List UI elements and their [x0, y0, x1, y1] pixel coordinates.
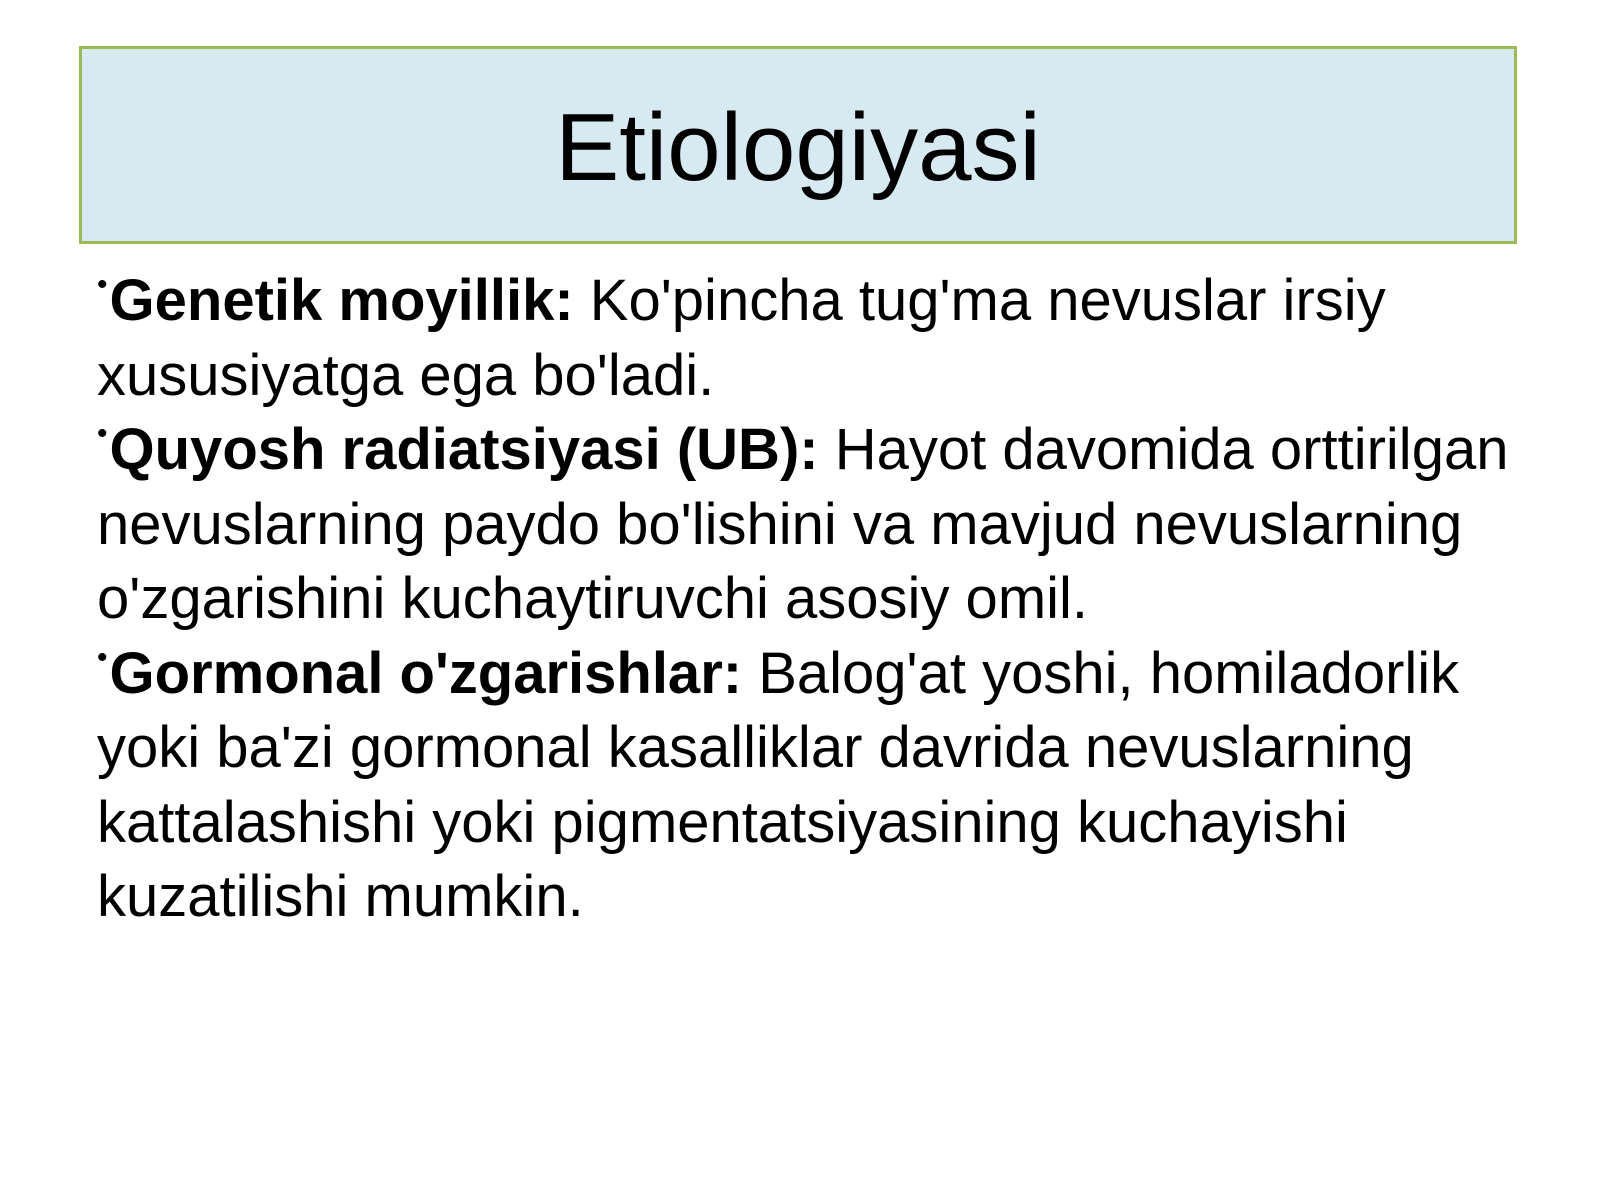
bullet-term: Genetik moyillik: — [109, 268, 574, 333]
bullet-text: Ko'pincha tug'ma nevuslar irsiy xususiyatga ega bo'ladi. — [97, 268, 1386, 408]
bullet-list — [97, 264, 1517, 935]
bullet-text: Balog'at yoshi, homiladorlik yoki ba'zi gormonal kasalliklar davrida nevuslarning kattalashishi yoki pigmentatsiyasining kuchayishi kuzatilishi mumkin. — [97, 640, 1460, 929]
bullet-item-solar-radiation: •Quyosh radiatsiyasi (UB): Hayot davomida orttirilgan nevuslarning paydo bo'lishini va mavjud nevuslarning o'zgarishini kuchaytiruvchi asosiy omil. — [97, 417, 1509, 631]
title-box — [79, 46, 1517, 244]
bullet-term: Gormonal o'zgarishlar: — [109, 640, 743, 706]
slide-title: Etiologiyasi — [555, 94, 1041, 201]
bullet-text: Hayot davomida orttirilgan nevuslarning paydo bo'lishini va mavjud nevuslarning o'zgarishini kuchaytiruvchi asosiy omil. — [97, 417, 1509, 631]
bullet-term: Quyosh radiatsiyasi (UB): — [109, 417, 819, 482]
bullet-item-genetic: •Genetik moyillik: Ko'pincha tug'ma nevuslar irsiy xususiyatga ega bo'ladi. — [97, 268, 1386, 408]
bullet-item-hormonal: •Gormonal o'zgarishlar: Balog'at yoshi, homiladorlik yoki ba'zi gormonal kasalliklar davrida nevuslarning kattalashishi yoki pigmentatsiyasining kuchayishi kuzatilishi mumkin. — [97, 640, 1460, 929]
